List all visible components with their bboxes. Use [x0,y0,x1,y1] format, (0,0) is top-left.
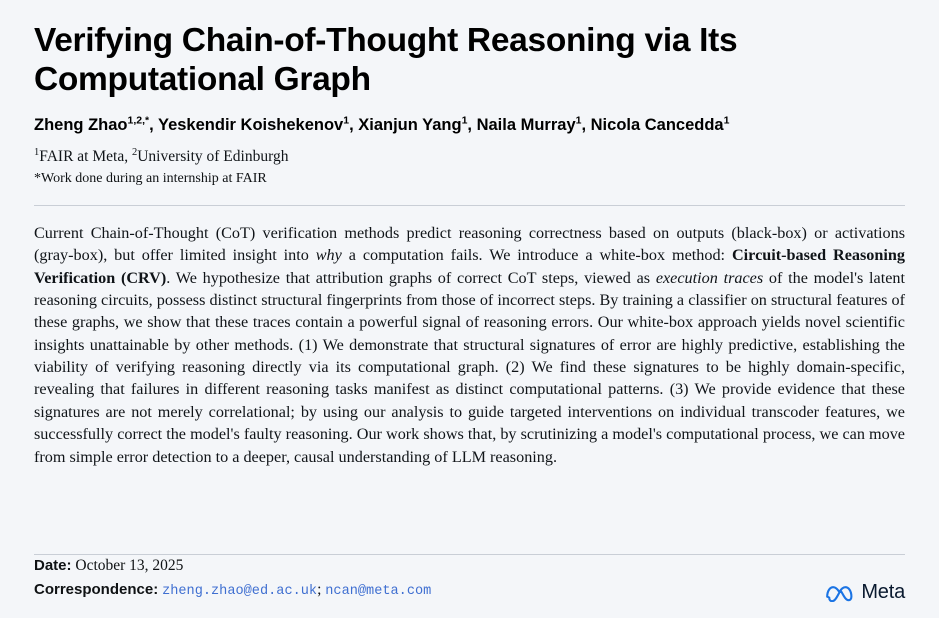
abstract [34,222,905,468]
author-entry [591,116,730,134]
email-link-secondary[interactable]: ncan@meta.com [325,583,432,599]
abstract-method-name: Circuit-based Reasoning Verification (CRV) [34,246,905,287]
affiliation-name: University of Edinburgh [137,148,289,166]
author-name: Yeskendir Koishekenov [157,115,344,134]
paper-metadata [34,554,431,602]
author-name: Zheng Zhao [34,115,128,134]
abstract-segment: Current Chain-of-Thought (CoT) verification methods predict reasoning correctness based on outputs (black-box) or activations (gray-box), but offer limited insight into [34,223,905,265]
author-separator: , [149,115,158,134]
author-affiliation-marker: 1 [575,114,582,127]
date-row [34,554,431,578]
author-affiliation-marker: 1 [343,114,350,127]
date-value: October 13, 2025 [75,556,184,574]
author-entry [158,116,349,134]
author-name: Naila Murray [476,115,576,134]
author-entry [477,116,582,134]
author-separator: , [467,115,477,134]
affiliation-name: FAIR at Meta, [39,148,129,166]
author-name: Nicola Cancedda [590,115,724,134]
email-link-primary[interactable]: zheng.zhao@ed.ac.uk [162,583,318,599]
meta-brand-label: Meta [861,581,905,603]
header-divider [34,205,905,206]
abstract-emphasis: why [315,246,342,265]
email-separator: ; [317,580,322,598]
affiliation-note: *Work done during an internship at FAIR [34,171,267,187]
author-separator: , [349,115,359,134]
abstract-segment: a computation fails. We introduce a white-box method: [341,246,732,265]
correspondence-label: Correspondence: [34,580,159,598]
affiliations [34,147,905,168]
author-affiliation-marker: 1 [723,114,730,127]
meta-infinity-icon [825,584,855,602]
correspondence-row [34,578,431,602]
date-label: Date: [34,556,72,574]
abstract-segment: of the model's latent reasoning circuits, possess distinct structural fingerprints from those of incorrect steps. By training a classifier on structural features of these graphs, we show that these traces contain a powerful signal of reasoning errors. Our white-box approach yields novel scientific insights unattainable by other methods. (1) We demonstrate that structural signatures of error are highly predictive, establishing the viability of verifying reasoning directly via its computational graph. (2) We find these signatures to be highly domain-specific, revealing that failures in different reasoning tasks manifest as distinct computational patterns. (3) We provide evidence that these signatures are not merely correlational; by using our analysis to guide targeted interventions on individual transcoder features, we successfully correct the model's faulty reasoning. Our work shows that, by scrutinizing a model's computational process, we can move from simple error detection to a deeper, causal understanding of LLM reasoning. [34,268,905,466]
author-affiliation-marker: 1 [461,114,468,127]
meta-logo [825,581,905,604]
author-entry [34,116,149,134]
affiliation-marker: 2 [131,147,138,158]
author-affiliation-marker: 1,2,* [127,114,150,127]
author-entry [358,116,467,134]
abstract-emphasis: execution traces [655,268,764,287]
abstract-segment: . We hypothesize that attribution graphs of correct CoT steps, viewed as [166,268,656,287]
affiliation-marker: 1 [34,147,40,158]
author-name: Xianjun Yang [358,115,462,134]
author-separator: , [581,115,591,134]
author-list [34,115,905,136]
page-title: Verifying Chain-of-Thought Reasoning via Its Computational Graph [34,22,738,98]
